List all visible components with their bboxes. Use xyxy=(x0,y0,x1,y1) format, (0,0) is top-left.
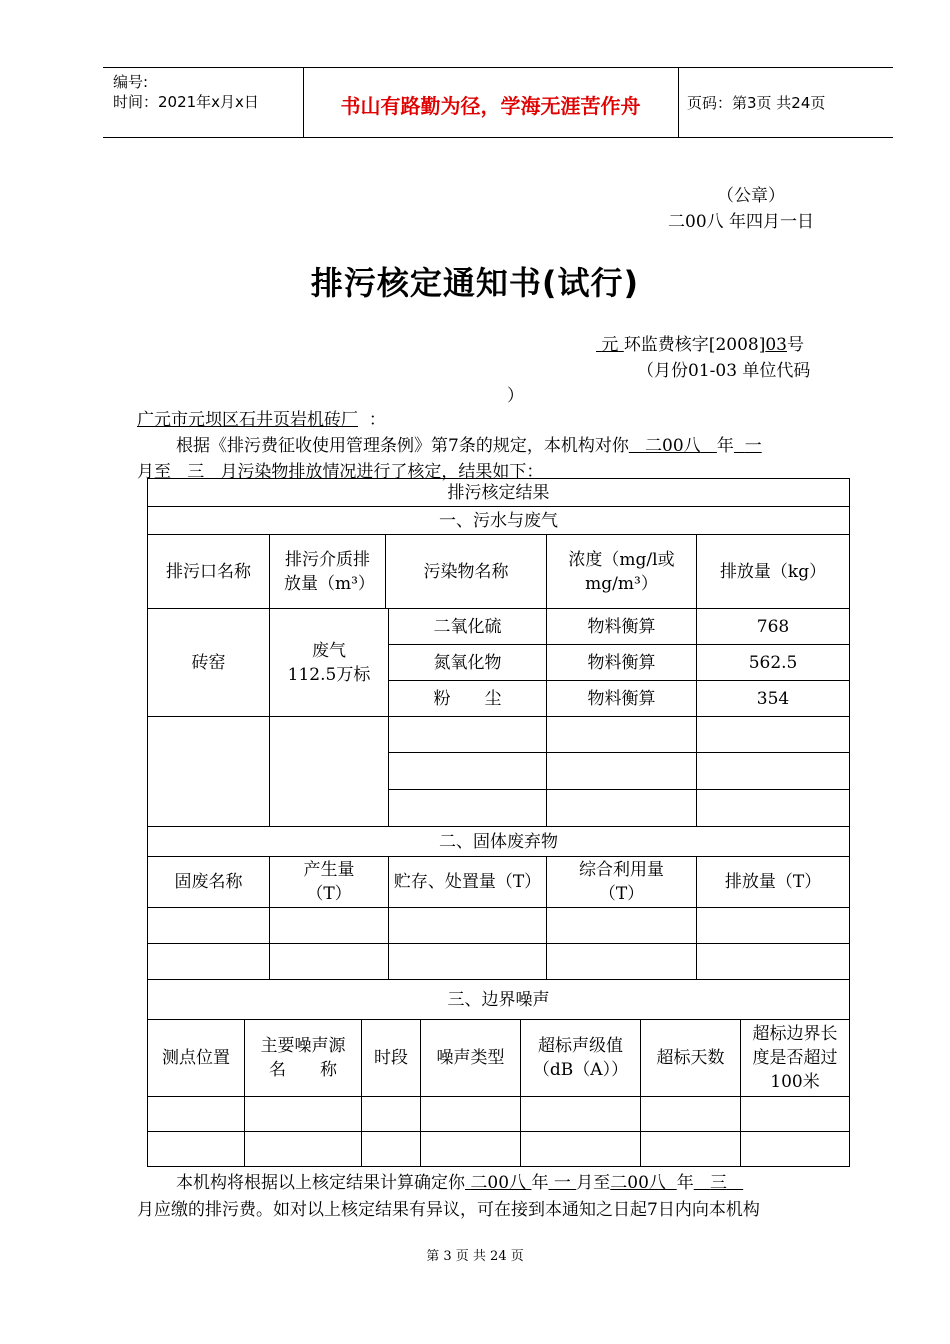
column-header: 综合利用量（T） xyxy=(547,857,697,908)
empty-cell xyxy=(245,1132,362,1167)
recipient-colon: ： xyxy=(368,410,386,430)
period-line-end: ） xyxy=(507,386,524,406)
empty-cell xyxy=(148,908,270,944)
column-header: 固废名称 xyxy=(148,857,270,908)
empty-cell xyxy=(697,717,850,753)
table-title: 排污核定结果 xyxy=(148,479,850,507)
pollutant-name: 氮氧化物 xyxy=(389,645,547,681)
empty-cell xyxy=(148,717,270,827)
section-title: 一、污水与废气 xyxy=(148,507,850,535)
empty-cell xyxy=(421,1132,521,1167)
medium-volume: 112.5万标 xyxy=(287,664,371,685)
code-label: 编号: xyxy=(113,73,149,91)
header-motto: 书山有路勤为径，学海无涯苦作舟 xyxy=(340,94,641,118)
empty-cell xyxy=(270,717,389,827)
empty-cell xyxy=(148,944,270,980)
empty-cell xyxy=(245,1097,362,1132)
closing-text: 年 xyxy=(531,1173,549,1193)
empty-cell xyxy=(362,1097,421,1132)
column-header: 浓度（mg/l或mg/m³） xyxy=(547,535,697,609)
pollutant-conc: 物料衡算 xyxy=(547,645,697,681)
medium-cell xyxy=(270,609,389,717)
closing-year2: 二00八 xyxy=(610,1173,666,1193)
doc-middle: 环监费核字[2008] xyxy=(623,335,766,355)
header-divider xyxy=(678,68,679,137)
column-header: 排污口名称 xyxy=(148,535,270,609)
result-table xyxy=(147,478,850,1020)
column-header: 主要噪声源名 称 xyxy=(245,1020,362,1097)
empty-cell xyxy=(389,944,547,980)
closing-text: 月至 xyxy=(576,1173,611,1193)
doc-suffix: 号 xyxy=(786,335,804,355)
page-title: 排污核定通知书(试行) xyxy=(310,264,640,302)
empty-cell xyxy=(641,1132,741,1167)
outlet-name: 砖窑 xyxy=(148,609,270,717)
closing-month2: 三 xyxy=(709,1173,727,1193)
pollutant-amount: 354 xyxy=(697,681,850,717)
empty-cell xyxy=(521,1097,641,1132)
column-header: 时段 xyxy=(362,1020,421,1097)
intro-month-end: 三 xyxy=(187,462,205,482)
empty-cell xyxy=(697,790,850,827)
empty-cell xyxy=(389,717,547,753)
closing-year1: 二00八 xyxy=(470,1173,527,1193)
empty-cell xyxy=(389,790,547,827)
pollutant-name: 二氧化硫 xyxy=(389,609,547,645)
doc-num: 03 xyxy=(765,335,787,355)
empty-cell xyxy=(270,908,389,944)
page-footer: 第 3 页 共 24 页 xyxy=(426,1249,524,1264)
notice-date: 二00八 年四月一日 xyxy=(668,212,815,232)
empty-cell xyxy=(697,944,850,980)
empty-cell xyxy=(741,1132,850,1167)
empty-cell xyxy=(389,753,547,790)
seal-label: （公章） xyxy=(717,186,785,206)
closing-line2: 月应缴的排污费。如对以上核定结果有异议，可在接到本通知之日起7日内向本机构 xyxy=(137,1200,760,1220)
section-title: 二、固体废弃物 xyxy=(148,827,850,857)
page-info: 页码：第3页 共24页 xyxy=(687,94,826,112)
empty-cell xyxy=(697,908,850,944)
pollutant-conc: 物料衡算 xyxy=(547,609,697,645)
period-line: （月份01-03 单位代码 xyxy=(637,361,811,381)
empty-cell xyxy=(148,1132,245,1167)
pollutant-conc: 物料衡算 xyxy=(547,681,697,717)
closing-line1 xyxy=(176,1168,743,1193)
intro-year: 二00八 xyxy=(645,436,701,456)
empty-cell xyxy=(362,1132,421,1167)
time-label: 时间：2021年x月x日 xyxy=(113,93,259,111)
empty-cell xyxy=(641,1097,741,1132)
empty-cell xyxy=(521,1132,641,1167)
closing-text: 年 xyxy=(676,1173,694,1193)
empty-cell xyxy=(148,1097,245,1132)
pollutant-amount: 562.5 xyxy=(697,645,850,681)
column-header: 产生量（T） xyxy=(270,857,389,908)
page-header xyxy=(103,67,893,138)
empty-cell xyxy=(547,908,697,944)
intro-text: 根据《排污费征收使用管理条例》第7条的规定，本机构对你 xyxy=(176,436,629,456)
empty-cell xyxy=(547,753,697,790)
section-title: 三、边界噪声 xyxy=(148,980,850,1020)
column-header: 测点位置 xyxy=(148,1020,245,1097)
column-header: 超标声级值（dB（A）） xyxy=(521,1020,641,1097)
noise-table xyxy=(147,1019,850,1167)
empty-cell xyxy=(421,1097,521,1132)
column-header: 排放量（T） xyxy=(697,857,850,908)
doc-prefix: 元 xyxy=(601,335,619,355)
empty-cell xyxy=(741,1097,850,1132)
recipient: 广元市元坝区石井页岩机砖厂 xyxy=(137,410,358,430)
empty-cell xyxy=(270,944,389,980)
medium-name: 废气 xyxy=(312,640,346,661)
column-header: 超标天数 xyxy=(641,1020,741,1097)
column-header: 超标边界长度是否超过100米 xyxy=(741,1020,850,1097)
empty-cell xyxy=(697,753,850,790)
empty-cell xyxy=(547,717,697,753)
closing-text: 本机构将根据以上核定结果计算确定你 xyxy=(176,1173,465,1193)
pollutant-name: 粉 尘 xyxy=(389,681,547,717)
column-header: 排污介质排放量（m³） xyxy=(270,535,386,609)
empty-cell xyxy=(547,790,697,827)
column-header: 排放量（kg） xyxy=(697,535,850,609)
column-header: 贮存、处置量（T） xyxy=(389,857,547,908)
intro-text: 月至 xyxy=(137,462,171,482)
doc-number xyxy=(596,330,804,355)
closing-month1: 一 xyxy=(553,1173,571,1193)
intro-text: 年 xyxy=(716,436,734,456)
intro-month-start: 一 xyxy=(744,436,762,456)
empty-cell xyxy=(389,908,547,944)
recipient-line xyxy=(137,405,386,430)
empty-cell xyxy=(547,944,697,980)
intro-text: 月污染物排放情况进行了核定，结果如下： xyxy=(220,462,544,482)
intro-line1 xyxy=(176,431,762,456)
column-header: 噪声类型 xyxy=(421,1020,521,1097)
column-header: 污染物名称 xyxy=(386,535,547,609)
pollutant-amount: 768 xyxy=(697,609,850,645)
header-meta xyxy=(113,72,259,112)
